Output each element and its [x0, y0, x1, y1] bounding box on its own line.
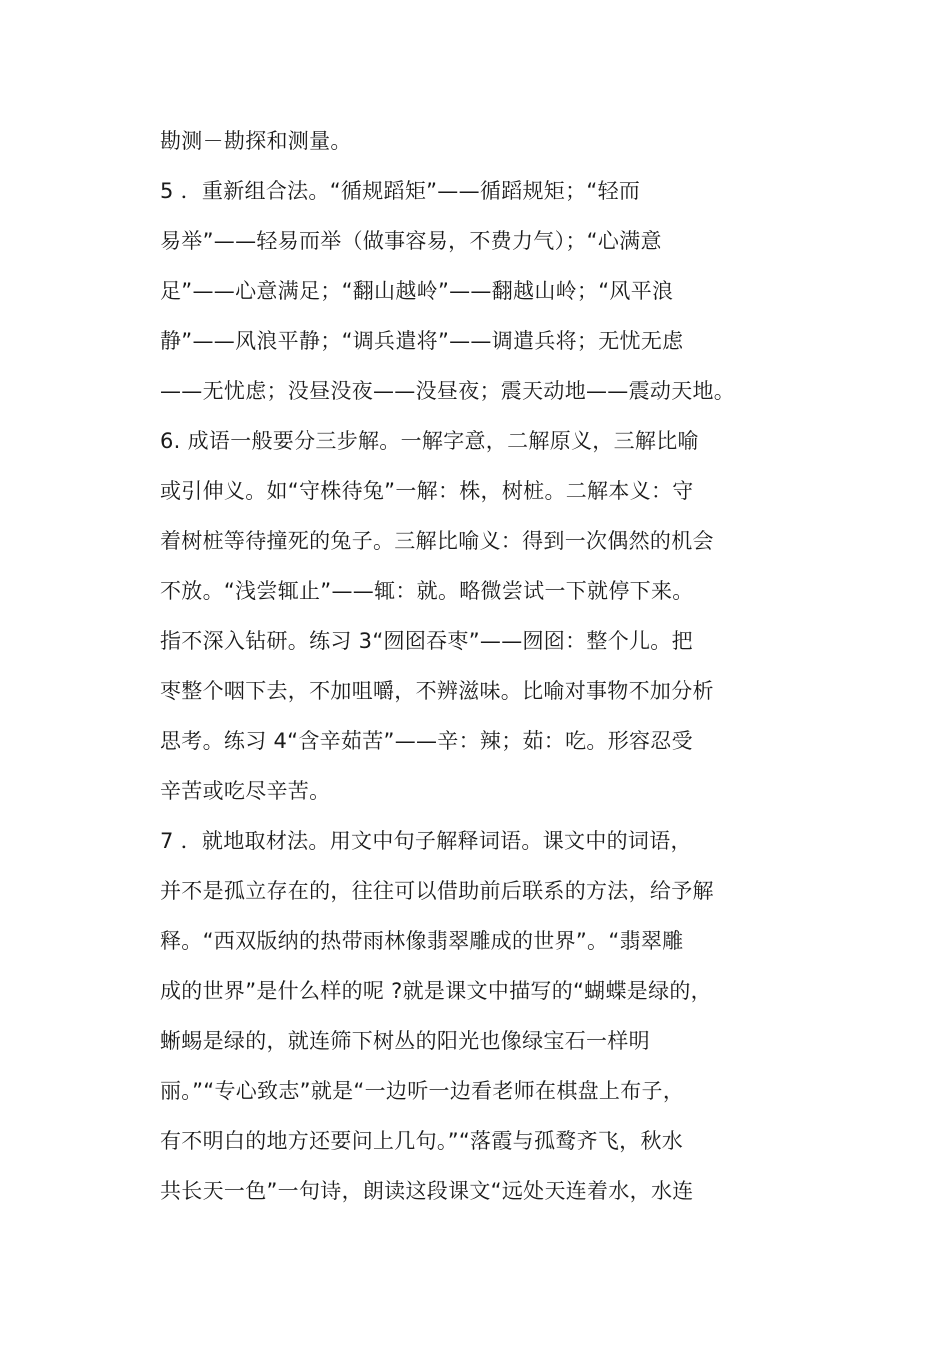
- text-line: 不放。“浅尝辄止”——辄：就。略微尝试一下就停下来。: [160, 579, 694, 603]
- text-line: 易举”——轻易而举（做事容易，不费力气）；“心满意: [160, 229, 662, 253]
- text-line: 5 ．重新组合法。“循规蹈矩”——循蹈规矩；“轻而: [160, 179, 641, 203]
- text-line: 并不是孤立存在的，往往可以借助前后联系的方法，给予解: [160, 879, 714, 903]
- text-line: 辛苦或吃尽辛苦。: [160, 779, 331, 803]
- text-line: 指不深入钻研。练习 3“囫囵吞枣”——囫囵：整个儿。把: [160, 629, 693, 653]
- text-line: 6. 成语一般要分三步解。一解字意，二解原义，三解比喻: [160, 429, 699, 453]
- text-line: ——无忧虑；没昼没夜——没昼夜；震天动地——震动天地。: [160, 379, 736, 403]
- text-line: 蜥蜴是绿的，就连筛下树丛的阳光也像绿宝石一样明: [160, 1029, 650, 1053]
- text-line: 静”——风浪平静；“调兵遣将”——调遣兵将；无忧无虑: [160, 329, 684, 353]
- text-line: 或引伸义。如“守株待兔”一解：株，树桩。二解本义：守: [160, 479, 694, 503]
- text-line: 丽。”“专心致志”就是“一边听一边看老师在棋盘上布子，: [160, 1079, 685, 1103]
- text-line: 7 ．就地取材法。用文中句子解释词语。课文中的词语，: [160, 829, 692, 853]
- text-line: 思考。练习 4“含辛茹苦”——辛：辣；茹：吃。形容忍受: [160, 729, 693, 753]
- text-line: 枣整个咽下去，不加咀嚼，不辨滋味。比喻对事物不加分析: [160, 679, 714, 703]
- text-line: 共长天一色”一句诗，朗读这段课文“远处天连着水，水连: [160, 1179, 694, 1203]
- text-line: 有不明白的地方还要问上几句。”“落霞与孤鹜齐飞，秋水: [160, 1129, 684, 1153]
- text-line: 足”——心意满足；“翻山越岭”——翻越山岭；“风平浪: [160, 279, 674, 303]
- text-line: 着树桩等待撞死的兔子。三解比喻义：得到一次偶然的机会: [160, 529, 714, 553]
- text-line: 成的世界”是什么样的呢 ?就是课文中描写的“蝴蝶是绿的，: [160, 979, 712, 1003]
- text-line: 勘测－勘探和测量。: [160, 129, 352, 153]
- text-line: 释。“西双版纳的热带雨林像翡翠雕成的世界”。“翡翠雕: [160, 929, 684, 953]
